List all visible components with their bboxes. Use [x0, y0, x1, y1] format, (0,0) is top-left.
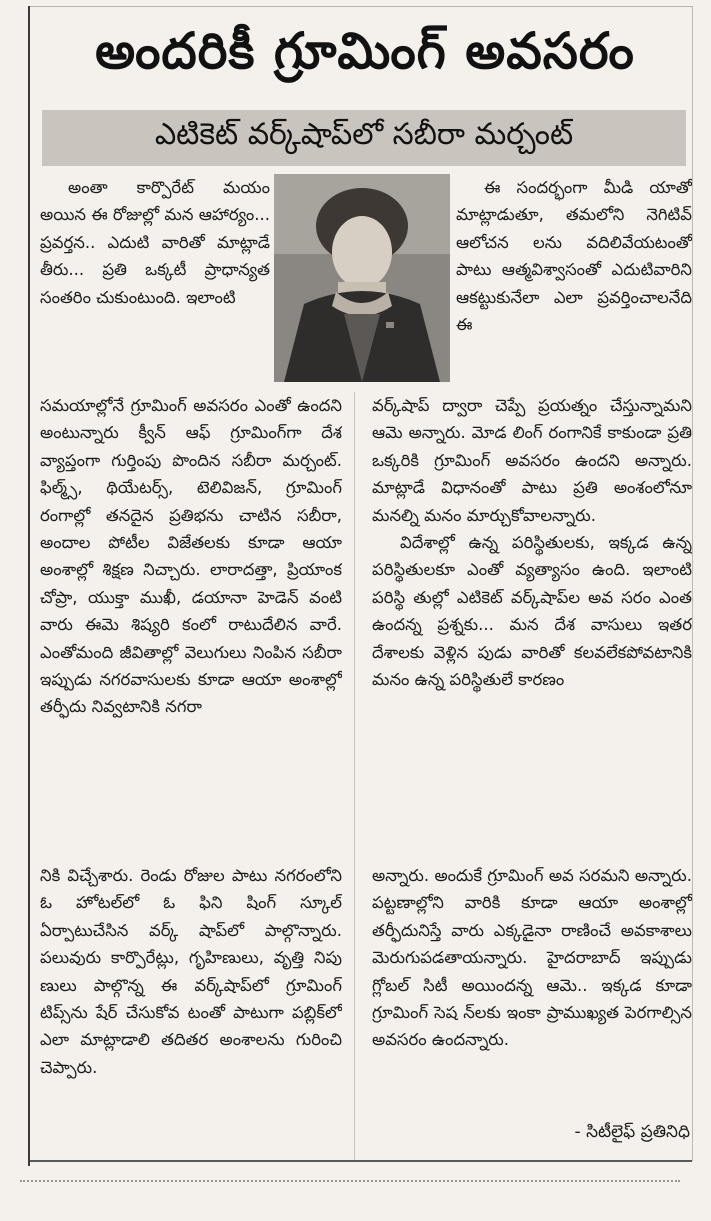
paragraph-grooming: సమయాల్లోనే గ్రూమింగ్ అవసరం ఎంతో ఉందని అంటున్నారు క్వీన్ ఆఫ్ గ్రూమింగ్‌గా దేశ వ్యాప్తంగా గుర్తింపు పొందిన సబీరా మర్చంట్. ఫిల్మ్స్, థియేటర్స్, టెలివిజన్, గ్రూమింగ్ రంగాల్లో తనదైన ప్రతిభను చాటిన సబీరా, అందాల పోటీల విజేతలకు కూడా ఆయా అంశాల్లో శిక్షణ నిచ్చారు. లారాదత్తా, ప్రియాంక చోప్రా, యుక్తా ముఖీ, డయానా హెడెన్ వంటి వారు ఈమె శిష్యరి కంలో రాటుదేలిన వారే. ఎంతోమంది జీవితాల్లో వెలుగులు నింపిన సబీరా ఇప్పుడు నగరవాసులకు కూడా ఆయా అంశాల్లో తర్ఫీదు నివ్వటానికి నగరా [40, 396, 342, 717]
column-right-top [456, 174, 692, 392]
right-edge-rule [692, 6, 693, 1161]
paragraph-intro: అంతా కార్పొరేట్ మయం అయిన ఈ రోజుల్లో మన ఆహార్యం... ప్రవర్తన.. ఎదుటి వారితో మాట్లాడే తీరు... ప్రతి ఒక్కటీ ప్రాధాన్యత సంతరిం చుకుంటుంది. ఇలాంటి [40, 178, 270, 307]
subtitle: ఎటికెట్ వర్క్‌షాప్‌లో సబీరా మర్చంట్ [154, 117, 574, 152]
print-noise [20, 1180, 680, 1186]
headline: అందరికీ గ్రూమింగ్ అవసరం [95, 21, 635, 80]
column-left-middle [40, 392, 342, 862]
paragraph-hotel: నికి విచ్చేశారు. రెండు రోజుల పాటు నగరంలోని ఓ హోటల్‌లో ఓ ఫిని షింగ్ స్కూల్ ఏర్పాటుచేసిన వర్క్ షాప్‌లో పాల్గొన్నారు. పలువురు కార్పొరేట్లు, గృహిణులు, వృత్తి నిపు ణులు పాల్గొన్న ఈ వర్క్‌షాప్‌లో గ్రూమింగ్ టిప్స్‌ను షేర్ చేసుకోవ టంతో పాటుగా పబ్లిక్‌లో ఎలా మాట్లాడాలి తదితర అంశాలను గురించి చెప్పారు. [40, 866, 342, 1077]
photo-sabira-merchant [274, 174, 450, 382]
column-right-bottom [372, 862, 692, 1112]
paragraph-media: ఈ సందర్భంగా మీడి యాతో మాట్లాడుతూ, తమలోని నెగిటివ్ ఆలోచన లను వదిలివేయటంతో పాటు ఆత్మవిశ్వాసంతో ఎదుటివారిని ఆకట్టుకునేలా ఎలా ప్రవర్తించాలనేది ఈ [456, 178, 692, 335]
byline: - సిటీలైఫ్ ప్రతినిధి [574, 1122, 690, 1142]
column-left-bottom [40, 862, 342, 1112]
subtitle-band [42, 110, 686, 166]
paragraph-city: అన్నారు. అందుకే గ్రూమింగ్ అవ సరమని అన్నారు. పట్టణాల్లోని వారికి కూడా ఆయా అంశాల్లో తర్ఫీదునిస్తే వారు ఎక్కడైనా రాణించే అవకాశాలు మెరుగుపడతాయన్నారు. హైదరాబాద్ ఇప్పుడు గ్లోబల్ సిటీ అయిందన్న ఆమె.. ఇక్కడ కూడా గ్రూమింగ్ సెష న్‌లకు ఇంకా ప్రాముఖ్యత పెరగాల్సిన అవసరం ఉందన్నారు. [372, 866, 692, 1050]
portrait-image [274, 174, 450, 382]
column-right-middle [372, 392, 692, 862]
column-divider [354, 392, 355, 1162]
column-left-top [40, 174, 270, 392]
left-column-rule [28, 6, 30, 1166]
paragraph-abroad: విదేశాల్లో ఉన్న పరిస్థితులకు, ఇక్కడ ఉన్న పరిస్థితులకూ ఎంతో వ్యత్యాసం ఉంది. ఇలాంటి పరిస్థి తుల్లో ఎటికెట్ వర్క్‌షాప్‌ల అవ సరం ఎంత ఉందన్న ప్రశ్నకు... మన దేశ వాసులు ఇతర దేశాలకు వెళ్లిన పుడు వారితో కలవలేకపోవటానికి మనం ఉన్న పరిస్థితులే కారణం [372, 533, 692, 690]
paragraph-workshop: వర్క్‌షాప్ ద్వారా చెప్పే ప్రయత్నం చేస్తున్నామని ఆమె అన్నారు. మోడ లింగ్ రంగానికే కాకుండా ప్రతి ఒక్కరికి గ్రూమింగ్ అవసరం ఉందని అన్నారు. మాట్లాడే విధానంతో పాటు ప్రతి అంశంలోనూ మనల్ని మనం మార్చుకోవాలన్నారు. [372, 396, 692, 525]
bottom-border [30, 1160, 692, 1162]
top-border [28, 6, 693, 7]
